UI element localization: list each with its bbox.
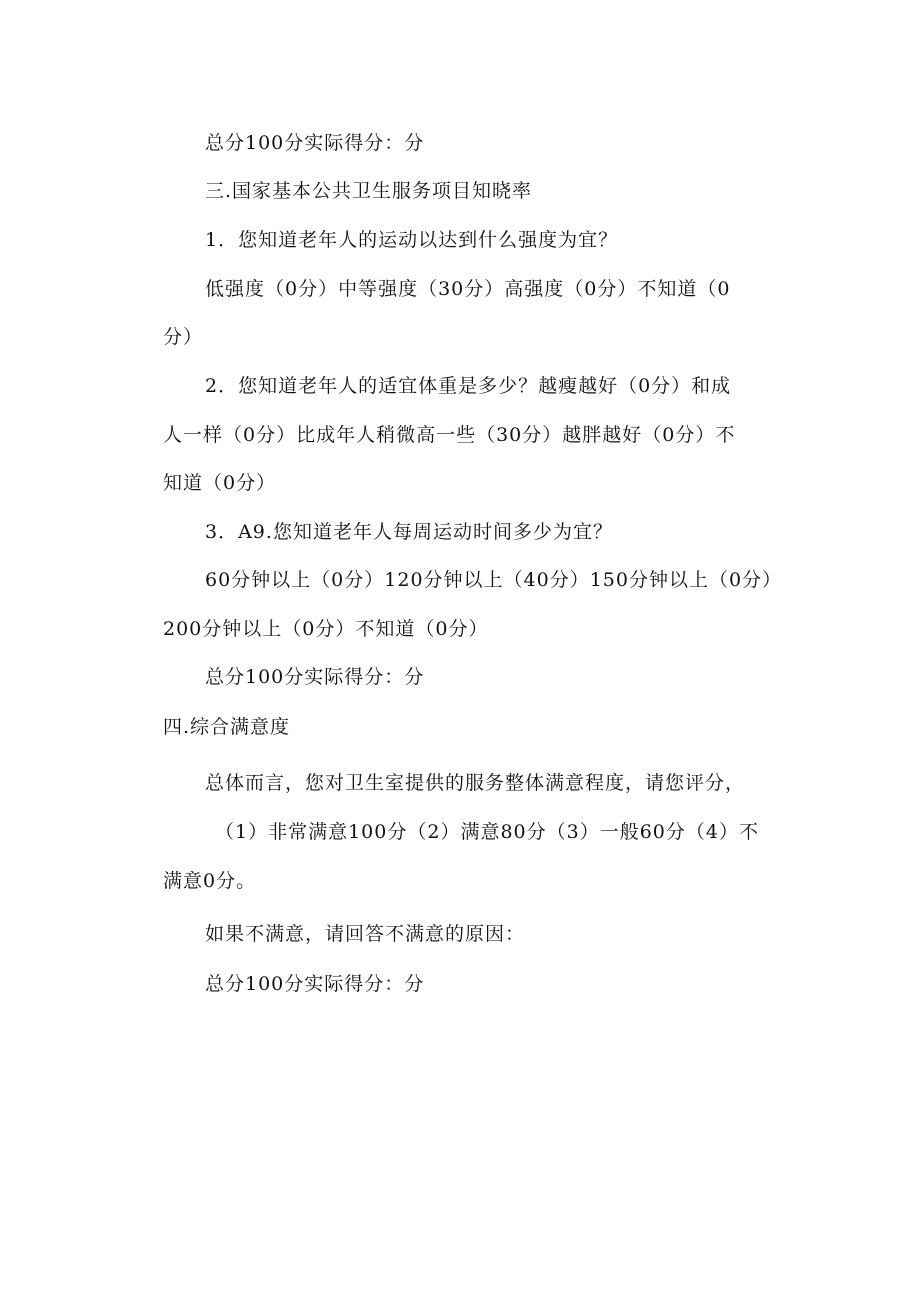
satisfaction-options-cont: 满意0分。 <box>163 870 257 892</box>
total-score-line-3: 总分100分实际得分：分 <box>205 973 425 995</box>
section-3-heading: 三.国家基本公共卫生服务项目知晓率 <box>205 180 533 202</box>
satisfaction-question: 总体而言，您对卫生室提供的服务整体满意程度，请您评分， <box>205 772 746 794</box>
question-2-cont-2: 知道（0分） <box>163 472 277 494</box>
section-4-heading: 四.综合满意度 <box>163 716 291 738</box>
question-1-options: 低强度（0分）中等强度（30分）高强度（0分）不知道（0 <box>205 278 731 300</box>
question-3: 3．A9.您知道老年人每周运动时间多少为宜？ <box>205 521 613 543</box>
question-3-options-cont: 200分钟以上（0分）不知道（0分） <box>163 618 489 640</box>
satisfaction-options: （1）非常满意100分（2）满意80分（3）一般60分（4）不 <box>215 821 759 843</box>
question-1: 1．您知道老年人的运动以达到什么强度为宜？ <box>205 229 619 251</box>
question-1-options-cont: 分） <box>163 326 204 348</box>
question-3-options: 60分钟以上（0分）120分钟以上（40分）150分钟以上（0分） <box>205 569 783 591</box>
total-score-line-2: 总分100分实际得分：分 <box>205 666 425 688</box>
dissatisfaction-reason: 如果不满意，请回答不满意的原因： <box>205 923 526 945</box>
question-2: 2．您知道老年人的适宜体重是多少？越瘦越好（0分）和成 <box>205 375 732 397</box>
total-score-line-1: 总分100分实际得分：分 <box>205 132 425 154</box>
question-2-cont: 人一样（0分）比成年人稍微高一些（30分）越胖越好（0分）不 <box>163 424 736 446</box>
